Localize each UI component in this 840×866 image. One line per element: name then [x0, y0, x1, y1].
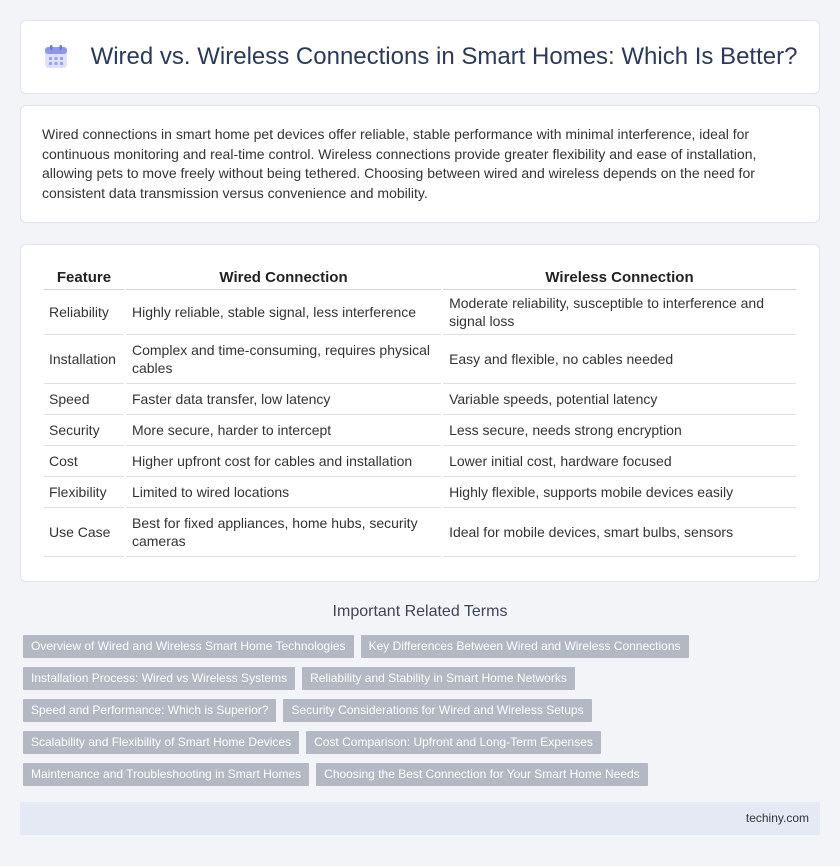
related-term-tag[interactable]: Maintenance and Troubleshooting in Smart Homes [23, 763, 309, 786]
related-term-tag[interactable]: Security Considerations for Wired and Wireless Setups [283, 699, 591, 722]
header-wired: Wired Connection [126, 265, 441, 290]
comparison-table [42, 265, 798, 557]
cell-wired: Complex and time-consuming, requires physical cables [126, 335, 441, 384]
table-row [44, 477, 796, 508]
header-feature: Feature [44, 265, 124, 290]
cell-wired: Highly reliable, stable signal, less interference [126, 290, 441, 335]
table-row [44, 415, 796, 446]
related-term-tag[interactable]: Reliability and Stability in Smart Home Networks [302, 667, 575, 690]
cell-wired: More secure, harder to intercept [126, 415, 441, 446]
cell-wired: Best for fixed appliances, home hubs, security cameras [126, 508, 441, 557]
table-row [44, 446, 796, 477]
related-term-tag[interactable]: Overview of Wired and Wireless Smart Home Technologies [23, 635, 354, 658]
cell-wireless: Highly flexible, supports mobile devices easily [443, 477, 796, 508]
calendar-icon [43, 44, 69, 70]
related-terms-list [23, 635, 823, 795]
page-title: Wired vs. Wireless Connections in Smart Homes: Which Is Better? [90, 43, 798, 70]
comparison-card [20, 244, 820, 582]
footer [20, 802, 820, 835]
footer-brand[interactable]: techiny.com [745, 811, 809, 825]
related-term-tag[interactable]: Speed and Performance: Which is Superior? [23, 699, 276, 722]
cell-wireless: Moderate reliability, susceptible to interference and signal loss [443, 290, 796, 335]
cell-feature: Flexibility [44, 477, 124, 508]
cell-feature: Reliability [44, 290, 124, 335]
cell-feature: Speed [44, 384, 124, 415]
related-term-tag[interactable]: Installation Process: Wired vs Wireless Systems [23, 667, 295, 690]
table-header-row [44, 265, 796, 290]
header-wireless: Wireless Connection [443, 265, 796, 290]
related-term-tag[interactable]: Key Differences Between Wired and Wireless Connections [361, 635, 689, 658]
cell-wired: Faster data transfer, low latency [126, 384, 441, 415]
table-row [44, 384, 796, 415]
cell-wireless: Lower initial cost, hardware focused [443, 446, 796, 477]
cell-wireless: Easy and flexible, no cables needed [443, 335, 796, 384]
cell-feature: Cost [44, 446, 124, 477]
cell-wired: Higher upfront cost for cables and installation [126, 446, 441, 477]
cell-wired: Limited to wired locations [126, 477, 441, 508]
cell-feature: Use Case [44, 508, 124, 557]
intro-text: Wired connections in smart home pet devices offer reliable, stable performance with minimal interference, ideal for continuous monitoring and real-time control. Wireless connections provide greater flexibility and ease of installation, allowing pets to move freely without being tethered. Choosing between wired and wireless depends on the need for consistent data transmission versus convenience and mobility. [42, 126, 757, 201]
header-card [20, 20, 820, 94]
table-row [44, 335, 796, 384]
cell-feature: Security [44, 415, 124, 446]
cell-wireless: Less secure, needs strong encryption [443, 415, 796, 446]
cell-feature: Installation [44, 335, 124, 384]
cell-wireless: Variable speeds, potential latency [443, 384, 796, 415]
related-term-tag[interactable]: Cost Comparison: Upfront and Long-Term Expenses [306, 731, 601, 754]
cell-wireless: Ideal for mobile devices, smart bulbs, sensors [443, 508, 796, 557]
table-row [44, 290, 796, 335]
intro-card [20, 105, 820, 223]
related-terms-title: Important Related Terms [332, 603, 508, 620]
table-row [44, 508, 796, 557]
related-term-tag[interactable]: Scalability and Flexibility of Smart Home Devices [23, 731, 299, 754]
related-term-tag[interactable]: Choosing the Best Connection for Your Smart Home Needs [316, 763, 648, 786]
